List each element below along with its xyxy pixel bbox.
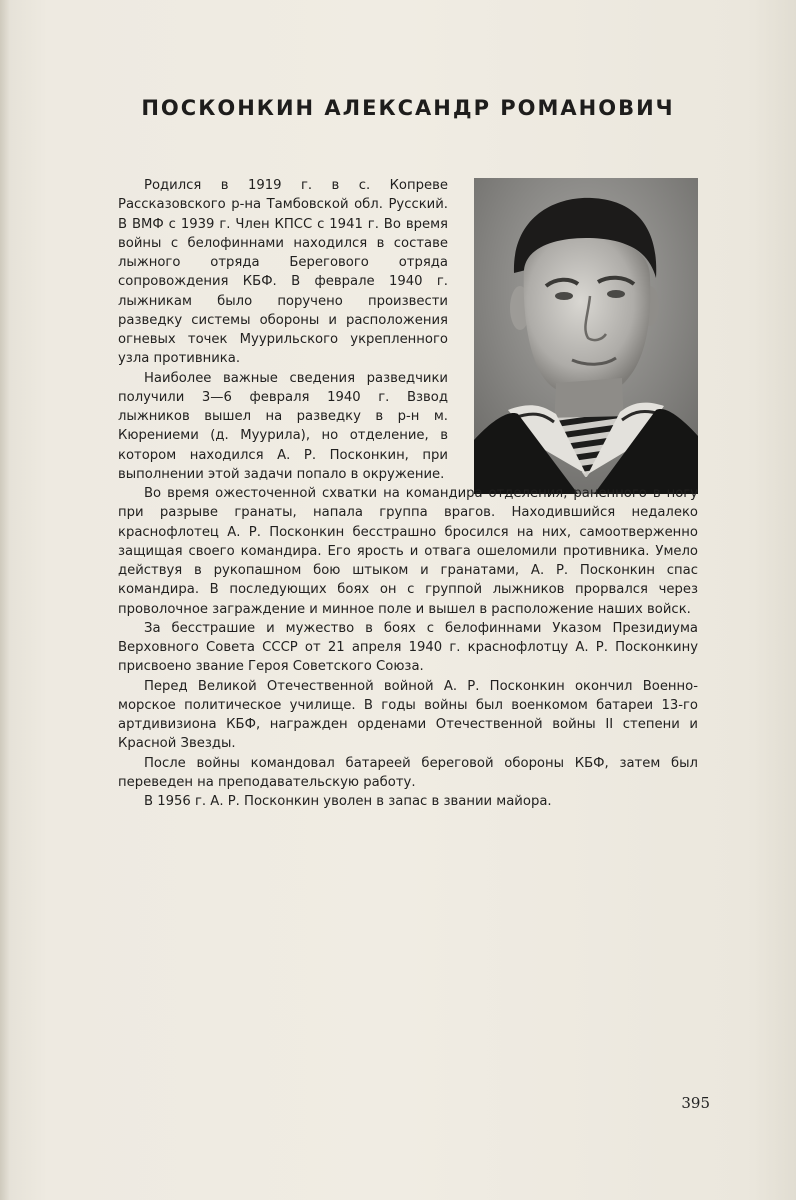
body-text bbox=[118, 176, 698, 811]
paragraph-2: Наиболее важные сведения разведчики получили 3—6 февраля 1940 г. Взвод лыжников вышел на разведку в р-н м. Кюрениеми (д. Муурила), но отделение, в котором находился А. Р. Посконкин, при выполнении этой задачи попало в окружение. bbox=[118, 370, 448, 482]
paragraph-3: Во время ожесточенной схватки на командира отделения, раненного в ногу при разрыве гранаты, напала группа врагов. Находившийся недалеко краснофлотец А. Р. Посконкин бесстрашно бросился на них, самоотверженно защищая своего командира. Его ярость и отвага ошеломили противника. Умело действуя в рукопашном бою штыком и гранатами, А. Р. Посконкин спас командира. В последующих боях он с группой лыжников прорвался через проволочное заграждение и минное поле и вышел в расположение наших войск. bbox=[118, 486, 698, 617]
paragraph-1: Родился в 1919 г. в с. Копреве Рассказовского р-на Тамбовской обл. Русский. В ВМФ с 1939 г. Член КПСС с 1941 г. Во время войны с белофиннами находился в составе лыжного отряда Берегового отряда сопровождения КБФ. В феврале 1940 г. лыжникам было поручено произвести разведку системы обороны и расположения огневых точек Муурильского укрепленного узла противника. bbox=[118, 178, 448, 367]
paragraph-4: За бесстрашие и мужество в боях с белофиннами Указом Президиума Верховного Совета СССР от 21 апреля 1940 г. краснофлотцу А. Р. Посконкину присвоено звание Героя Советского Союза. bbox=[118, 620, 698, 675]
page-edge-shadow bbox=[0, 0, 10, 1200]
paragraph-5: Перед Великой Отечественной войной А. Р. Посконкин окончил Военно-морское политическое училище. В годы войны был военкомом батареи 13-го артдивизиона КБФ, награжден орденами Отечественной войны II степени и Красной Звезды. bbox=[118, 678, 698, 752]
paragraph-6: После войны командовал батареей береговой обороны КБФ, затем был переведен на преподавательскую работу. bbox=[118, 755, 698, 790]
paragraph-7: В 1956 г. А. Р. Посконкин уволен в запас в звании майора. bbox=[144, 794, 552, 809]
page-title: ПОСКОНКИН АЛЕКСАНДР РОМАНОВИЧ bbox=[141, 96, 675, 120]
page-number: 395 bbox=[681, 1094, 710, 1112]
